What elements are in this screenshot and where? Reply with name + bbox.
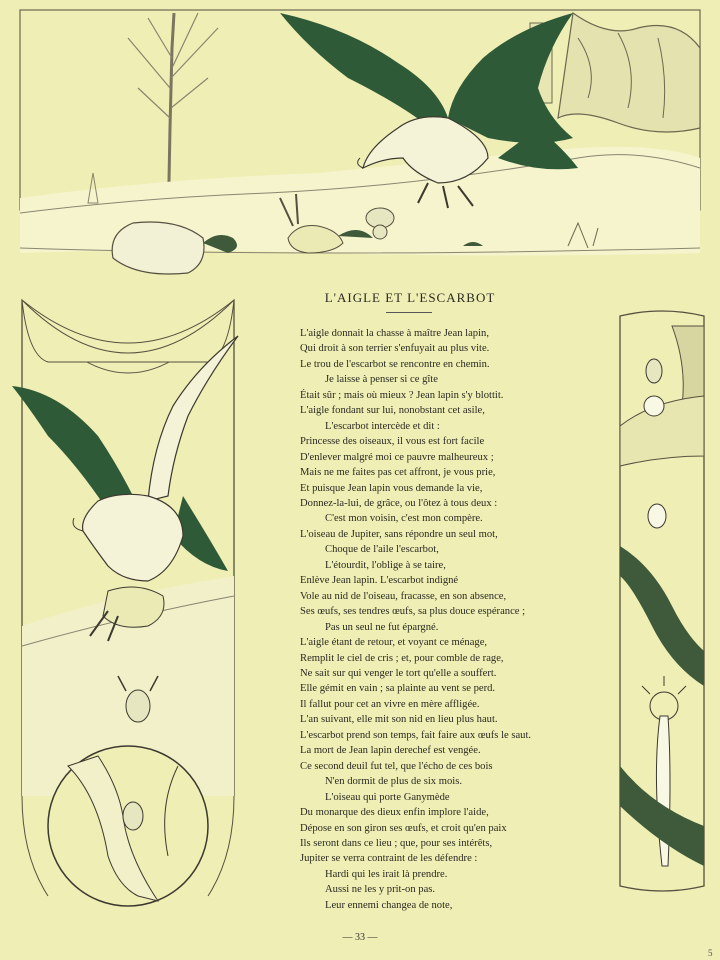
poem-line: Et puisque Jean lapin vous demande la vie, — [300, 482, 483, 494]
poem-line: Ce second deuil fut tel, que l'écho de ces bois — [300, 760, 493, 772]
poem-text — [300, 326, 590, 913]
poem-line: D'enlever malgré moi ce pauvre malheureux ; — [300, 451, 494, 463]
top-illustration — [18, 8, 702, 288]
poem-line: Il fallut pour cet an vivre en mère affligée. — [300, 698, 480, 710]
poem-line: C'est mon voisin, c'est mon compère. — [325, 513, 483, 525]
left-panel-illustration — [8, 296, 248, 908]
poem-line: Ses œufs, ses tendres œufs, sa plus douce espérance ; — [300, 606, 526, 618]
poem-line: Donnez-la-lui, de grâce, ou l'ôtez à tous deux : — [300, 497, 498, 509]
poem-line: L'escarbot prend son temps, fait faire aux œufs le saut. — [300, 729, 532, 741]
poem-line: L'aigle étant de retour, et voyant ce ménage, — [300, 637, 488, 649]
poem-line: L'oiseau de Jupiter, sans répondre un seul mot, — [300, 528, 498, 540]
poem-line: Je laisse à penser si ce gîte — [325, 374, 438, 386]
page-number: — 33 — — [342, 932, 378, 943]
poem-line: Dépose en son giron ses œufs, et croit qu'en paix — [300, 822, 507, 834]
poem-line: L'escarbot intercède et dit : — [325, 420, 440, 432]
fable-title: L'AIGLE ET L'ESCARBOT — [324, 290, 496, 305]
poem-line: L'an suivant, elle mit son nid en lieu plus haut. — [300, 714, 498, 726]
right-panel-illustration — [612, 306, 712, 896]
poem-line: Du monarque des dieux enfin implore l'aide, — [300, 807, 489, 819]
poem-line: Remplit le ciel de cris ; et, pour comble de rage, — [300, 652, 504, 664]
poem-line: Jupiter se verra contraint de les défendre : — [300, 853, 478, 865]
title-divider — [386, 312, 432, 313]
poem-line: L'étourdit, l'oblige à se taire, — [325, 559, 446, 571]
poem-line: Qui droit à son terrier s'enfuyait au plus vite. — [300, 343, 490, 355]
poem-line: Vole au nid de l'oiseau, fracasse, en son absence, — [300, 590, 507, 602]
poem-line: La mort de Jean lapin derechef est vengée. — [300, 745, 481, 757]
poem-line: Elle gémit en vain ; sa plainte au vent se perd. — [300, 683, 496, 695]
poem-line: Ne sait sur qui venger le tort qu'elle a souffert. — [300, 667, 497, 679]
poem-line: Ils seront dans ce lieu ; que, pour ses intérêts, — [300, 837, 493, 849]
poem-line: Pas un seul ne fut épargné. — [325, 621, 439, 633]
corner-number: 5 — [708, 948, 713, 958]
poem-line: Choque de l'aile l'escarbot, — [325, 544, 439, 556]
poem-line: L'oiseau qui porte Ganymède — [325, 791, 450, 803]
poem-line: Aussi ne les y prit-on pas. — [325, 884, 436, 896]
poem-line: Princesse des oiseaux, il vous est fort facile — [300, 436, 485, 448]
poem-line: L'aigle fondant sur lui, nonobstant cet asile, — [300, 405, 485, 417]
poem-line: Leur ennemi changea de note, — [325, 899, 453, 911]
poem-line: Était sûr ; mais où mieux ? Jean lapin s'y blottit. — [300, 389, 504, 401]
poem-line: Mais ne me faites pas cet affront, je vous prie, — [300, 467, 496, 479]
poem-line: Le trou de l'escarbot se rencontre en chemin. — [300, 358, 490, 370]
poem-line: Hardi qui les irait là prendre. — [325, 868, 448, 880]
poem-line: L'aigle donnait la chasse à maître Jean lapin, — [300, 328, 489, 339]
poem-line: Enlève Jean lapin. L'escarbot indigné — [300, 575, 459, 587]
poem-line: N'en dormit de plus de six mois. — [325, 776, 462, 788]
